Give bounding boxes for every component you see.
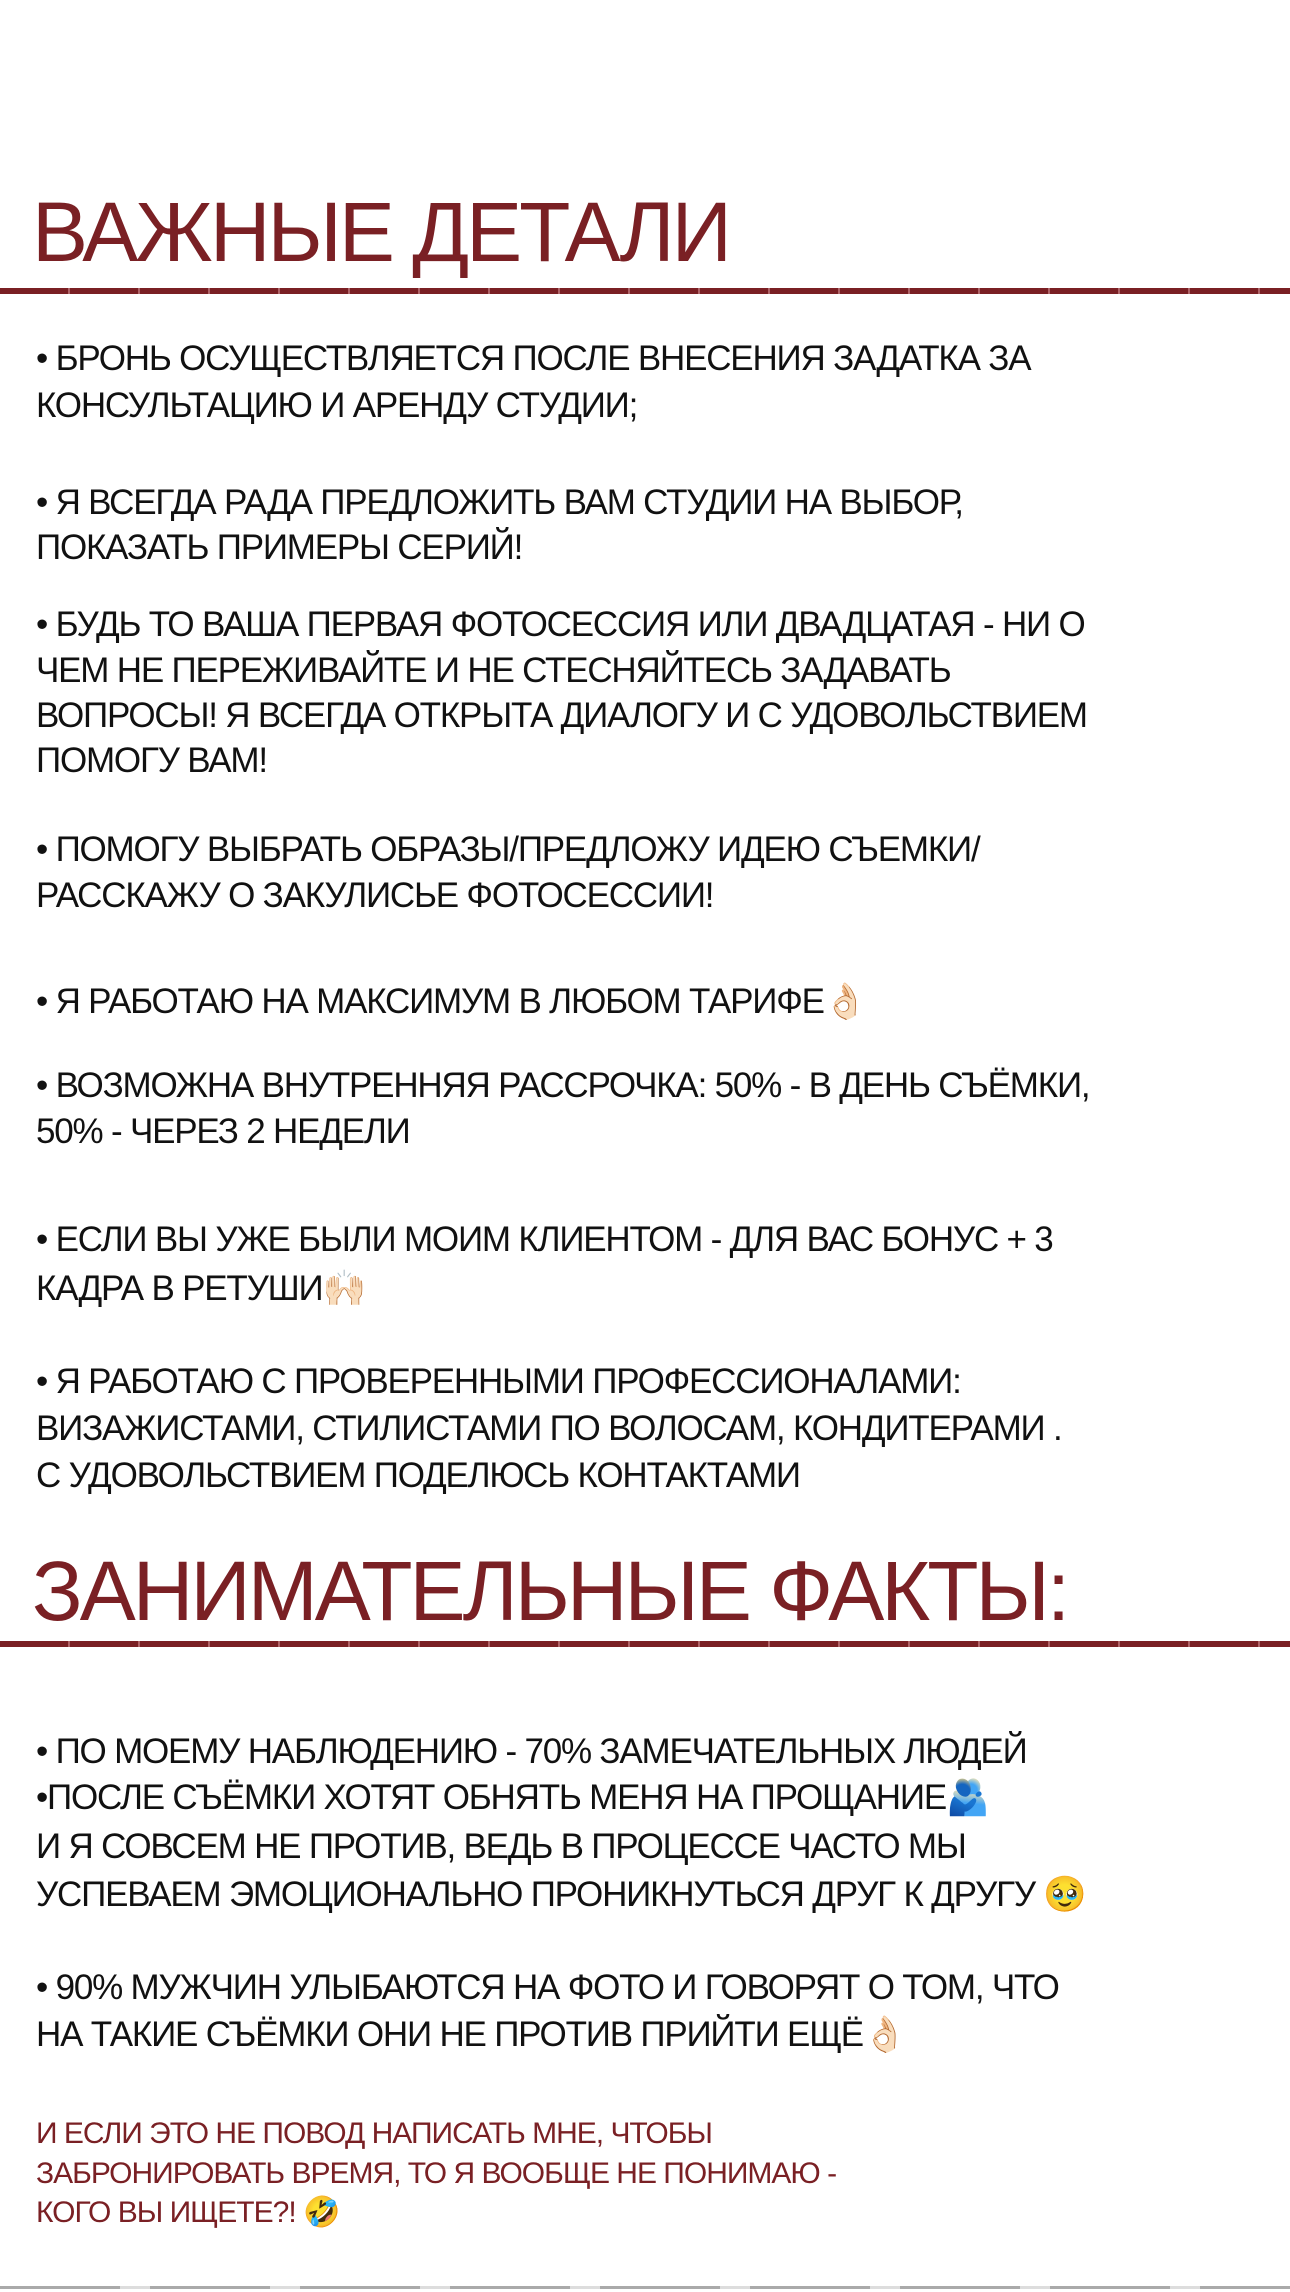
fact-line: УСПЕВАЕМ ЭМОЦИОНАЛЬНО ПРОНИКНУТЬСЯ ДРУГ К ДРУГУ 🥹: [36, 1875, 1086, 1914]
section-title-important-details: ВАЖНЫЕ ДЕТАЛИ: [32, 185, 730, 279]
bullet-line: ВИЗАЖИСТАМИ, СТИЛИСТАМИ ПО ВОЛОСАМ, КОНДИТЕРАМИ .: [36, 1409, 1062, 1448]
bullet-line: ЧЕМ НЕ ПЕРЕЖИВАЙТЕ И НЕ СТЕСНЯЙТЕСЬ ЗАДАВАТЬ: [36, 651, 951, 690]
bullet-line: КАДРА В РЕТУШИ🙌🏻: [36, 1269, 365, 1308]
bullet-line: • Я РАБОТАЮ С ПРОВЕРЕННЫМИ ПРОФЕССИОНАЛАМИ:: [36, 1362, 961, 1401]
fact-line: • ПО МОЕМУ НАБЛЮДЕНИЮ - 70% ЗАМЕЧАТЕЛЬНЫХ ЛЮДЕЙ: [36, 1732, 1027, 1771]
bullet-line: • ПОМОГУ ВЫБРАТЬ ОБРАЗЫ/ПРЕДЛОЖУ ИДЕЮ СЪЕМКИ/: [36, 830, 980, 869]
bullet-line: • Я РАБОТАЮ НА МАКСИМУМ В ЛЮБОМ ТАРИФЕ👌🏻: [36, 982, 867, 1021]
bullet-line: • БУДЬ ТО ВАША ПЕРВАЯ ФОТОСЕССИЯ ИЛИ ДВАДЦАТАЯ - НИ О: [36, 605, 1085, 644]
bottom-divider: [0, 2286, 1290, 2289]
closing-line: ЗАБРОНИРОВАТЬ ВРЕМЯ, ТО Я ВООБЩЕ НЕ ПОНИМАЮ -: [36, 2157, 837, 2190]
bullet-line: • ЕСЛИ ВЫ УЖЕ БЫЛИ МОИМ КЛИЕНТОМ - ДЛЯ ВАС БОНУС + 3: [36, 1220, 1053, 1259]
fact-line: И Я СОВСЕМ НЕ ПРОТИВ, ВЕДЬ В ПРОЦЕССЕ ЧАСТО МЫ: [36, 1827, 966, 1866]
bullet-line: ПОМОГУ ВАМ!: [36, 741, 267, 780]
fact-line: •ПОСЛЕ СЪЁМКИ ХОТЯТ ОБНЯТЬ МЕНЯ НА ПРОЩАНИЕ🫂: [36, 1778, 989, 1817]
fact-line: НА ТАКИЕ СЪЁМКИ ОНИ НЕ ПРОТИВ ПРИЙТИ ЕЩЁ👌🏻: [36, 2015, 906, 2054]
bullet-line: РАССКАЖУ О ЗАКУЛИСЬЕ ФОТОСЕССИИ!: [36, 876, 714, 915]
fact-line: • 90% МУЖЧИН УЛЫБАЮТСЯ НА ФОТО И ГОВОРЯТ О ТОМ, ЧТО: [36, 1968, 1059, 2007]
bullet-line: ВОПРОСЫ! Я ВСЕГДА ОТКРЫТА ДИАЛОГУ И С УДОВОЛЬСТВИЕМ: [36, 696, 1087, 735]
divider: [0, 288, 1290, 294]
bullet-line: • ВОЗМОЖНА ВНУТРЕННЯЯ РАССРОЧКА: 50% - В ДЕНЬ СЪЁМКИ,: [36, 1066, 1090, 1105]
bullet-line: • Я ВСЕГДА РАДА ПРЕДЛОЖИТЬ ВАМ СТУДИИ НА ВЫБОР,: [36, 483, 963, 522]
bullet-line: С УДОВОЛЬСТВИЕМ ПОДЕЛЮСЬ КОНТАКТАМИ: [36, 1456, 800, 1495]
section-title-fun-facts: ЗАНИМАТЕЛЬНЫЕ ФАКТЫ:: [32, 1544, 1068, 1638]
closing-line: И ЕСЛИ ЭТО НЕ ПОВОД НАПИСАТЬ МНЕ, ЧТОБЫ: [36, 2117, 712, 2150]
closing-line: КОГО ВЫ ИЩЕТЕ?! 🤣: [36, 2196, 340, 2229]
divider: [0, 1641, 1290, 1647]
bullet-line: 50% - ЧЕРЕЗ 2 НЕДЕЛИ: [36, 1112, 410, 1151]
bullet-line: • БРОНЬ ОСУЩЕСТВЛЯЕТСЯ ПОСЛЕ ВНЕСЕНИЯ ЗАДАТКА ЗА: [36, 339, 1031, 378]
bullet-line: КОНСУЛЬТАЦИЮ И АРЕНДУ СТУДИИ;: [36, 386, 638, 425]
bullet-line: ПОКАЗАТЬ ПРИМЕРЫ СЕРИЙ!: [36, 528, 523, 567]
